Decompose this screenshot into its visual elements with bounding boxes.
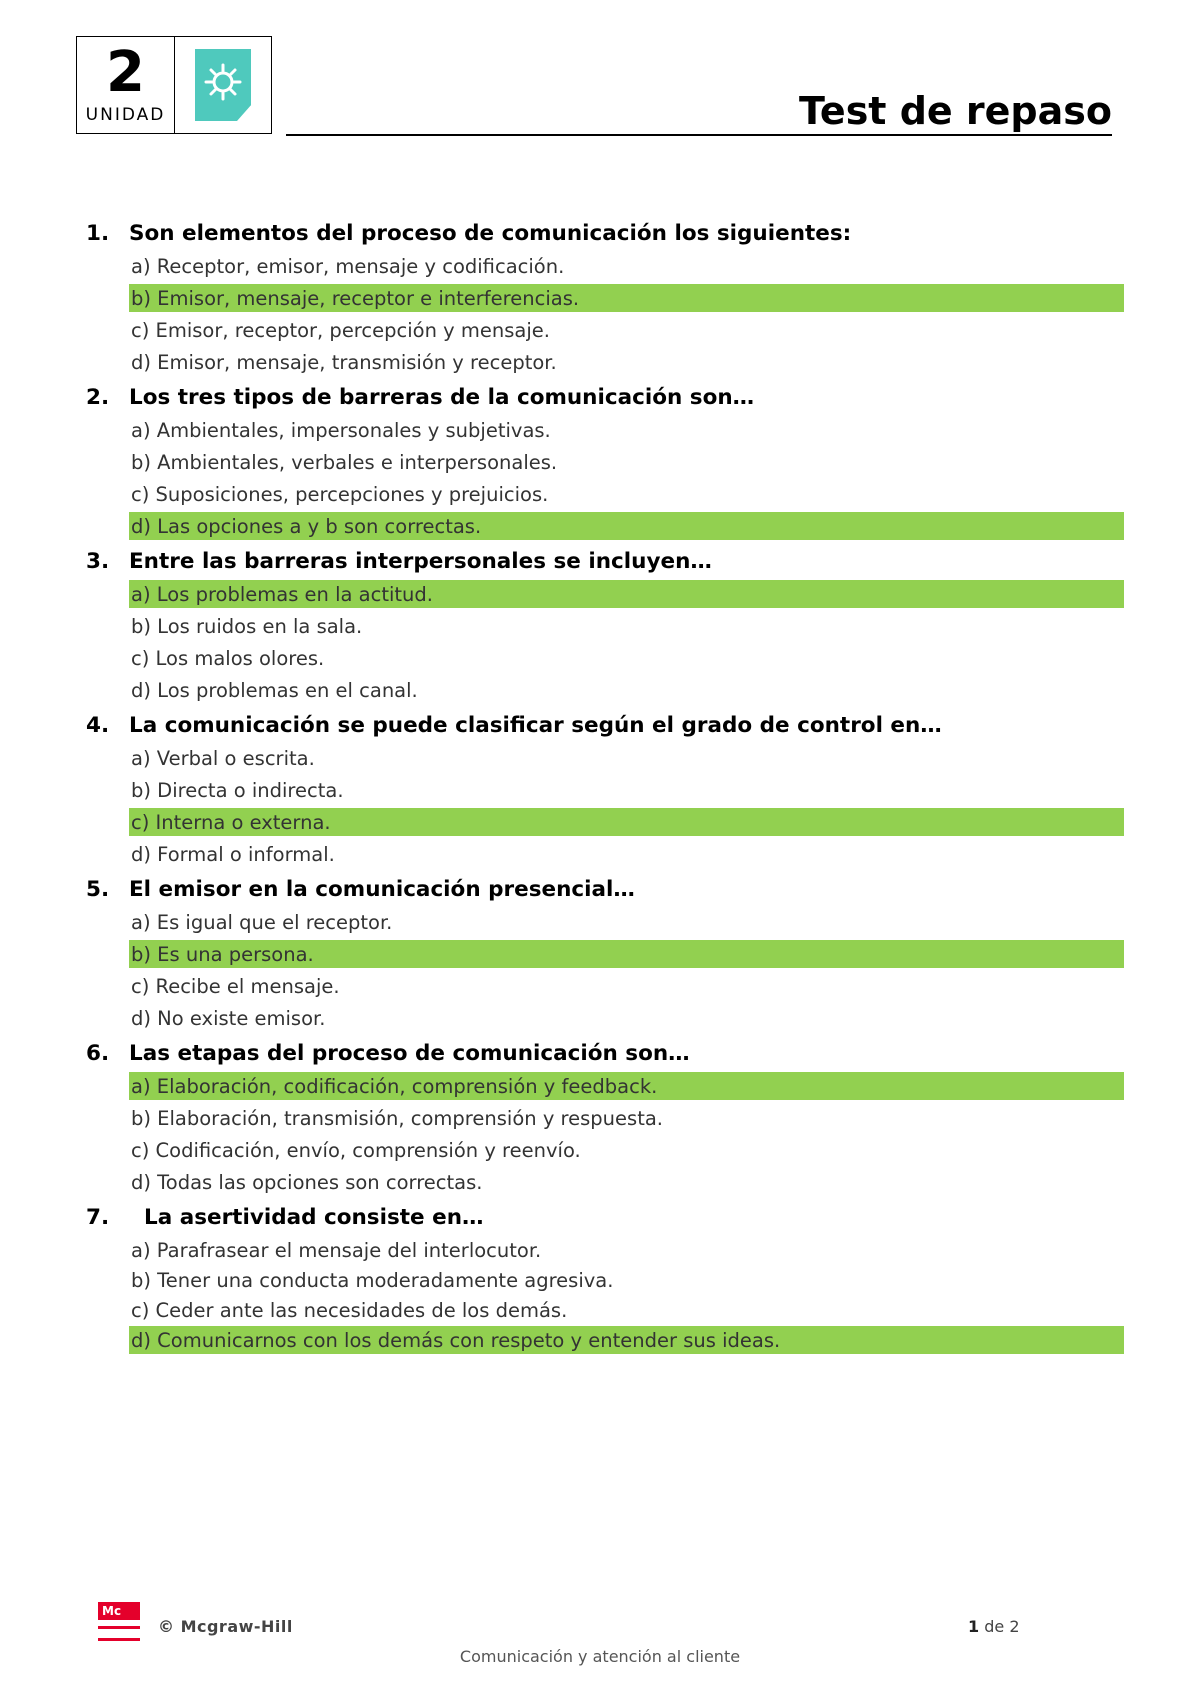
option-b-correct: b) Emisor, mensaje, receptor e interferencias. [129, 284, 1124, 312]
option-list [129, 580, 1126, 704]
header-divider [286, 134, 1112, 136]
question-number: 6. [86, 1041, 110, 1066]
option-a: a) Parafrasear el mensaje del interlocutor. [131, 1239, 542, 1262]
option-c: c) Suposiciones, percepciones y prejuicios. [131, 483, 549, 506]
unit-number: 2 [106, 40, 145, 105]
option-d: d) Los problemas en el canal. [131, 679, 418, 702]
option-d-correct: d) Las opciones a y b son correctas. [129, 512, 1124, 540]
question-prompt: Entre las barreras interpersonales se incluyen… [129, 549, 712, 574]
option-a: a) Es igual que el receptor. [131, 911, 393, 934]
course-name: Comunicación y atención al cliente [459, 1647, 741, 1666]
option-b-correct: b) Es una persona. [129, 940, 1124, 968]
question-prompt: Los tres tipos de barreras de la comunicación son… [129, 385, 755, 410]
option-list [129, 1072, 1126, 1196]
option-c: c) Emisor, receptor, percepción y mensaje. [131, 319, 550, 342]
option-c: c) Los malos olores. [131, 647, 325, 670]
question-list [86, 216, 1126, 1356]
option-list [129, 1236, 1126, 1354]
option-b: b) Los ruidos en la sala. [131, 615, 363, 638]
option-c-correct: c) Interna o externa. [129, 808, 1124, 836]
page-indicator [968, 1617, 1020, 1636]
page-title: Test de repaso [799, 89, 1112, 133]
copyright-notice: © Mcgraw-Hill [158, 1617, 293, 1636]
question-text [86, 216, 1126, 252]
option-b: b) Directa o indirecta. [131, 779, 344, 802]
unit-label: UNIDAD [85, 105, 166, 125]
question-4 [86, 708, 1126, 868]
option-list [129, 416, 1126, 540]
option-d-correct: d) Comunicarnos con los demás con respeto y entender sus ideas. [129, 1326, 1124, 1354]
question-1 [86, 216, 1126, 376]
question-text [86, 1036, 1126, 1072]
unit-cell [77, 37, 175, 133]
question-text [86, 872, 1126, 908]
option-a: a) Ambientales, impersonales y subjetivas. [131, 419, 551, 442]
question-number: 5. [86, 877, 110, 902]
question-5 [86, 872, 1126, 1032]
unit-header-box [76, 36, 272, 134]
question-prompt: La comunicación se puede clasificar según el grado de control en… [129, 713, 942, 738]
question-6 [86, 1036, 1126, 1196]
option-list [129, 908, 1126, 1032]
option-a-correct: a) Elaboración, codificación, comprensión y feedback. [129, 1072, 1124, 1100]
option-c: c) Recibe el mensaje. [131, 975, 340, 998]
option-a: a) Verbal o escrita. [131, 747, 315, 770]
question-prompt: Son elementos del proceso de comunicación los siguientes: [129, 221, 852, 246]
page-current: 1 [968, 1617, 980, 1636]
option-d: d) No existe emisor. [131, 1007, 326, 1030]
question-number: 1. [86, 221, 110, 246]
option-c: c) Ceder ante las necesidades de los demás. [131, 1299, 568, 1322]
option-d: d) Todas las opciones son correctas. [131, 1171, 483, 1194]
question-text [86, 1200, 1126, 1236]
question-prompt: El emisor en la comunicación presencial… [129, 877, 635, 902]
question-text [86, 544, 1126, 580]
question-text [86, 708, 1126, 744]
question-number: 4. [86, 713, 110, 738]
option-a: a) Receptor, emisor, mensaje y codificación. [131, 255, 565, 278]
question-number: 7. [86, 1205, 110, 1230]
page-total: 2 [1009, 1617, 1020, 1636]
question-text [86, 380, 1126, 416]
option-list [129, 252, 1126, 376]
publisher-logo [98, 1602, 144, 1642]
option-d: d) Emisor, mensaje, transmisión y receptor. [131, 351, 557, 374]
option-b: b) Ambientales, verbales e interpersonales. [131, 451, 558, 474]
question-7 [86, 1200, 1126, 1354]
question-number: 2. [86, 385, 110, 410]
gear-icon [195, 49, 251, 121]
option-c: c) Codificación, envío, comprensión y reenvío. [131, 1139, 581, 1162]
option-list [129, 744, 1126, 868]
option-b: b) Tener una conducta moderadamente agresiva. [131, 1269, 614, 1292]
question-3 [86, 544, 1126, 704]
icon-cell [175, 37, 271, 133]
question-number: 3. [86, 549, 110, 574]
option-d: d) Formal o informal. [131, 843, 335, 866]
question-prompt: La asertividad consiste en… [144, 1205, 484, 1230]
option-b: b) Elaboración, transmisión, comprensión y respuesta. [131, 1107, 663, 1130]
logo-text: Mc [98, 1602, 140, 1620]
page-separator: de [979, 1617, 1010, 1636]
question-prompt: Las etapas del proceso de comunicación son… [129, 1041, 690, 1066]
question-2 [86, 380, 1126, 540]
option-a-correct: a) Los problemas en la actitud. [129, 580, 1124, 608]
